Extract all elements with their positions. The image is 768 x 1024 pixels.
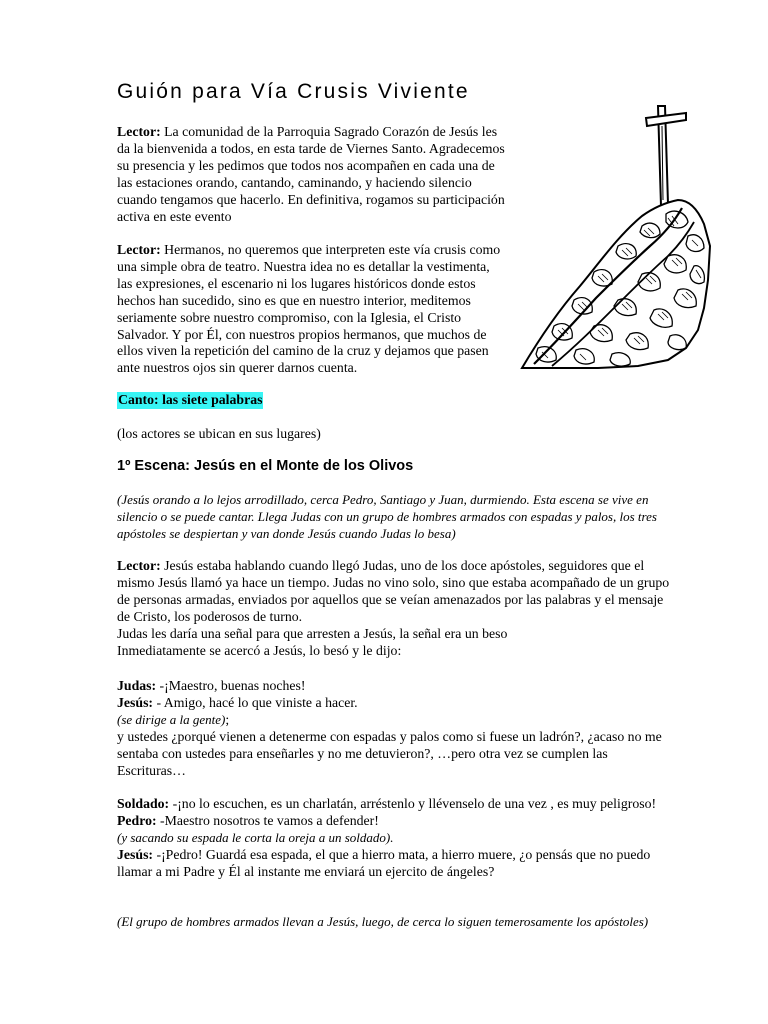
stage-direction-text: (Jesús orando a lo lejos arrodillado, cerca Pedro, Santiago y Juan, durmiendo. Esta escena se vive en silencio o se puede cantar. Llega Judas con un grupo de hombres armados con espadas y palos, los tres apóstoles se despiertan y van donde Jesús cuando Judas lo besa) — [117, 492, 657, 541]
paragraph-line: Judas les daría una señal para que arresten a Jesús, la señal era un beso — [117, 625, 508, 641]
dialogue-block-2 — [117, 796, 677, 881]
dialogue-line: -Maestro nosotros te vamos a defender! — [156, 812, 379, 828]
paragraph-line: Inmediatamente se acercó a Jesús, lo besó y le dijo: — [117, 642, 402, 658]
stage-direction-text: (se dirige a la gente) — [117, 711, 226, 727]
closing-direction — [117, 914, 677, 931]
paragraph-text: Jesús estaba hablando cuando llegó Judas, uno de los doce apóstoles, seguidores que el mismo Jesús llamó ya hace un tiempo. Judas no vino solo, sino que estaba acompañado de un grupo de personas armadas, enviados por aquellos que se veían amenazados por las palabras y el mensaje de Cristo, los poderosos de turno. — [117, 558, 670, 624]
dialogue-line: -¡no lo escuchen, es un charlatán, arréstenlo y llévenselo de una vez , es muy peligroso! — [169, 796, 657, 811]
stage-direction-text: (El grupo de hombres armados llevan a Jesús, luego, de cerca lo siguen temerosamente los apóstoles) — [117, 914, 649, 929]
scene-heading: 1º Escena: Jesús en el Monte de los Olivos — [117, 458, 414, 474]
speaker-label: Soldado: — [117, 796, 170, 811]
speaker-label: Lector: — [117, 124, 161, 139]
punctuation: ; — [225, 711, 230, 727]
stage-direction-text: (y sacando su espada le corta la oreja a un soldado). — [117, 829, 394, 845]
canto-highlight: Canto: las siete palabras — [118, 392, 263, 407]
cross-on-hill-icon — [518, 96, 714, 372]
dialogue-line: - Amigo, hacé lo que viniste a hacer. — [153, 694, 358, 710]
speaker-label: Jesús: — [117, 694, 154, 710]
dialogue-line: -¡Pedro! Guardá esa espada, el que a hierro mata, a hierro muere, ¿o pensás que no puedo llamar a mi Padre y Él al instante me enviará un ejercito de ángeles? — [117, 846, 651, 879]
speaker-label: Lector: — [117, 558, 161, 573]
dialogue-line: -¡Maestro, buenas noches! — [156, 678, 306, 693]
speaker-label: Jesús: — [117, 846, 154, 862]
paragraph-text: Hermanos, no queremos que interpreten este vía crusis como una simple obra de teatro. Nuestra idea no es detallar la vestimenta, las expresiones, el escenario ni los lugares históricos donde estos hechos han sucedido, sino es que en nuestro interior, meditemos seriamente sobre nuestro compromiso, con la Iglesia, el Cristo Salvador. Y por Él, con nuestros propios hermanos, que muchos de ellos viven la repetición del camino de la cruz y dejamos que pasen ante nuestros ojos sin querer darnos cuenta. — [117, 242, 501, 376]
document-title: Guión para Vía Crusis Viviente — [117, 80, 470, 103]
scene-direction — [117, 492, 677, 543]
lector-paragraph-1 — [117, 124, 507, 225]
dialogue-line: y ustedes ¿porqué vienen a detenerme con espadas y palos como si fuese un ladrón?, ¿acaso no me sentaba con ustedes para enseñarles y no me detuvieron?, …pero otra vez se cumplen las Escrituras… — [117, 728, 662, 778]
speaker-label: Judas: — [117, 678, 157, 693]
paragraph-text: La comunidad de la Parroquia Sagrado Corazón de Jesús les da la bienvenida a todos, en esta tarde de Viernes Santo. Agradecemos su presencia y les pedimos que todos nos acompañen en cada una de las estaciones orando, cantando, caminando, y haciendo silencio cuando tengamos que hacerlo. En definitiva, rogamos su participación activa en este evento — [117, 124, 505, 224]
speaker-label: Lector: — [117, 242, 161, 257]
dialogue-block-1 — [117, 678, 677, 779]
speaker-label: Pedro: — [117, 812, 157, 828]
lector-paragraph-3 — [117, 558, 677, 659]
lector-paragraph-2 — [117, 242, 507, 377]
actors-note: (los actores se ubican en sus lugares) — [117, 426, 321, 441]
